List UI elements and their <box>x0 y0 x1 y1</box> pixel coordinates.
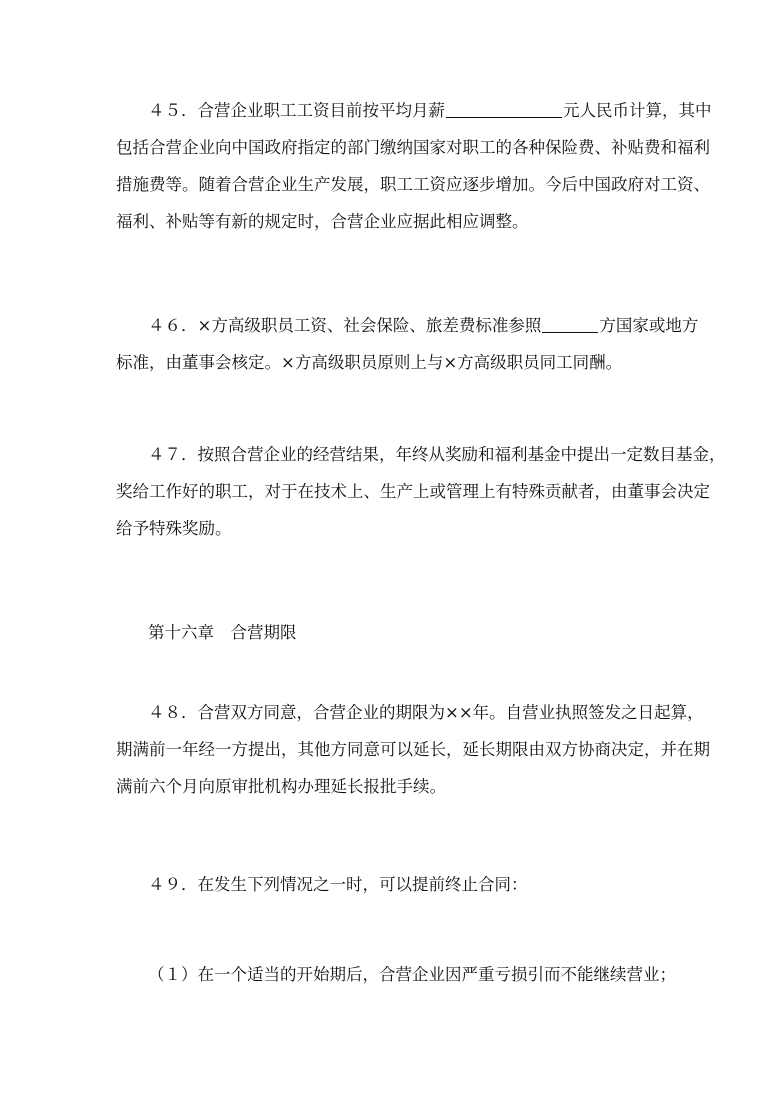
article-46-line-2: 标准，由董事会核定。×方高级职员原则上与×方高级职员同工同酬。 <box>116 353 623 372</box>
chapter-16-heading: 第十六章 合营期限 <box>148 623 297 642</box>
article-48-line-3: 满前六个月向原审批机构办理延长报批手续。 <box>116 777 446 796</box>
article-45-line-2: 包括合营企业向中国政府指定的部门缴纳国家对职工的各种保险费、补贴费和福利 <box>116 138 710 157</box>
article-48-line-2: 期满前一年经一方提出，其他方同意可以延长，延长期限由双方协商决定，并在期 <box>116 740 710 759</box>
salary-amount-blank <box>446 101 562 119</box>
article-45-line-3: 措施费等。随着合营企业生产发展，职工工资应逐步增加。今后中国政府对工资、 <box>116 175 710 194</box>
article-47-paragraph <box>116 436 726 547</box>
article-47-line-1: ４７．按照合营企业的经营结果，年终从奖励和福利基金中提出一定数目基金， <box>148 445 726 464</box>
article-47-line-2: 奖给工作好的职工，对于在技术上、生产上或管理上有特殊贡献者，由董事会决定 <box>116 482 710 501</box>
article-45-line-1 <box>116 92 712 129</box>
article-45-text-after-blank: 元人民币计算，其中 <box>563 101 712 120</box>
country-blank <box>542 316 598 334</box>
article-46-text-after-blank: 方国家或地方 <box>599 316 699 335</box>
article-48-paragraph <box>116 694 710 805</box>
article-46-paragraph <box>116 307 699 381</box>
article-46-text-before-blank: ４６．×方高级职员工资、社会保险、旅差费标准参照 <box>148 316 542 335</box>
article-48-line-1: ４８．合营双方同意，合营企业的期限为××年。自营业执照签发之日起算， <box>148 703 704 722</box>
article-49-paragraph <box>116 866 664 903</box>
termination-item-1 <box>116 956 676 993</box>
article-45-text-before-blank: ４５．合营企业职工工资目前按平均月薪 <box>148 101 445 120</box>
item-1-line-1: （１）在一个适当的开始期后，合营企业因严重亏损引而不能继续营业； <box>148 965 676 984</box>
article-49-line-1: ４９．在发生下列情况之一时，可以提前终止合同： <box>148 875 528 894</box>
article-45-paragraph <box>116 92 712 240</box>
article-45-line-4: 福利、补贴等有新的规定时，合营企业应据此相应调整。 <box>116 212 529 231</box>
article-47-line-3: 给予特殊奖励。 <box>116 519 232 538</box>
article-46-line-1 <box>116 307 699 344</box>
